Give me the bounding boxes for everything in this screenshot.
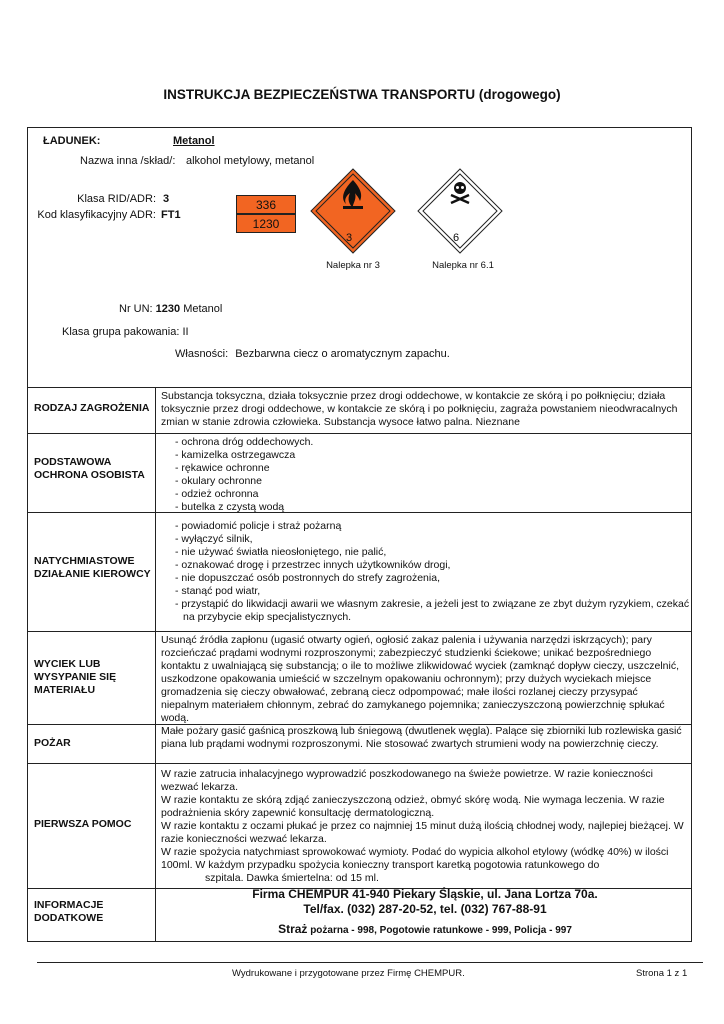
first-aid-paragraph: W razie kontaktu ze skórą zdjąć zanieczyszczoną odzież, obmyć skórę wodą. Nie wymaga leczenia. W razie podrażnienia skóry zapewnić konsultację dermatologiczną.	[161, 794, 665, 819]
packing-label: Klasa grupa pakowania:	[62, 326, 180, 338]
info-label: INFORMACJE DODATKOWE	[34, 899, 104, 924]
class-label: Klasa RID/ADR:	[77, 193, 156, 205]
first-aid-paragraph: W razie zatrucia inhalacyjnego wyprowadzić poszkodowanego na świeże powietrze. W razie konieczności wezwać lekarza.	[161, 768, 653, 793]
placard-hazard-number: 336	[236, 195, 296, 214]
code-label: Kod klasyfikacyjny ADR:	[37, 209, 156, 221]
un-name: Metanol	[183, 303, 223, 315]
toxic-hazard-label	[417, 168, 503, 254]
footer-printed-by: Wydrukowane i przygotowane przez Firmę CHEMPUR.	[232, 968, 465, 979]
first-aid-label: PIERWSZA POMOC	[34, 818, 132, 830]
table-divider	[27, 763, 692, 764]
first-aid-paragraph: szpitala. Dawka śmiertelna: od 15 ml.	[205, 872, 379, 884]
list-item: - butelka z czystą wodą	[175, 501, 285, 513]
list-item: - rękawice ochronne	[175, 462, 270, 474]
placard-un-number: 1230	[236, 214, 296, 233]
footer-divider	[37, 962, 703, 963]
list-item: - kamizelka ostrzegawcza	[175, 449, 296, 461]
properties-line	[175, 348, 450, 360]
packing-value: II	[182, 326, 189, 338]
emergency-numbers	[160, 923, 690, 937]
driver-label: NATYCHMIASTOWE DZIAŁANIE KIEROWCY	[34, 555, 151, 580]
label-3-number: 3	[346, 232, 353, 244]
fire-text: Małe pożary gasić gaśnicą proszkową lub śniegową (dwutlenek węgla). Palące się zbiorniki lub rozlewiska gasić piana lub prądami wodnymi rozproszonymi. Nie stosować zwartych strumieni wody na powierzchnię cieczy.	[161, 725, 682, 750]
flammable-diamond-icon	[310, 168, 396, 254]
spill-label: WYCIEK LUB WYSYPANIE SIĘ MATERIAŁU	[34, 658, 117, 696]
first-aid-paragraph: W razie spożycia natychmiast sprowokować wymioty. Podać do wypicia alkohol etylowy (wódkę 40%) w ilości 100ml. W każdym przypadku spożycia konieczny transport karetką pogotowia ratunkowego do	[161, 846, 669, 871]
ppe-list	[171, 436, 696, 514]
cargo-label: ŁADUNEK:	[43, 135, 101, 147]
table-divider	[27, 387, 692, 388]
emergency-lead: Straż	[278, 922, 308, 936]
hazard-text: Substancja toksyczna, działa toksycznie przez drogi oddechowe, w kontakcie ze skórą i po połknięciu; działa toksycznie przez drogi oddechowe, w kontakcie ze skórą i po połknięciu, zagraża powstaniem nieodwracalnych zmian w stanie zdrowia człowieka. Substancja wysoce łatwo palna. Nieznane	[161, 390, 678, 428]
driver-list	[171, 520, 691, 624]
code-value: FT1	[161, 209, 181, 221]
list-item: - okulary ochronne	[175, 475, 262, 487]
fire-label: POŻAR	[34, 737, 71, 749]
list-item: - przystąpić do likwidacji awarii we własnym zakresie, a jeżeli jest to związane ze zbyt dużym ryzykiem, czekać na przybycie ekip specjalistycznych.	[175, 598, 690, 623]
list-item: - oznakować drogę i przestrzec innych użytkowników drogi,	[175, 559, 451, 571]
other-name-value: alkohol metylowy, metanol	[186, 155, 315, 167]
label-6-number: 6	[453, 232, 460, 244]
first-aid-text	[161, 768, 686, 885]
list-item: - ochrona dróg oddechowych.	[175, 436, 314, 448]
spill-text: Usunąć źródła zapłonu (ugasić otwarty ogień, ogłosić zakaz palenia i używania narzędzi iskrzących); pary rozcieńczać prądami wodnymi rozproszonymi; zabezpieczyć studzienki ściekowe; unikać bezpośredniego kontaktu z uwalniającą się substancją; o ile to możliwe zlikwidować wyciek (zamknąć dopływ cieczy, uszczelnić, uszkodzone opakowania umieścić w szczelnym opakowaniu ochronnym); przy dużych wyciekach miejsce gromadzenia się cieczy obwałować, zebraną ciecz odpompować; małe ilości rozlanej cieczy przysypać niepalnym materiałem chłonnym, zebrać do zamykanego pojemnika; zanieczyszczoną powierzchnię spłukać wodą.	[161, 634, 680, 724]
un-line	[119, 303, 222, 315]
ppe-label: PODSTAWOWA OCHRONA OSOBISTA	[34, 456, 145, 481]
label-3-caption: Nalepka nr 3	[326, 260, 380, 271]
table-divider	[27, 631, 692, 632]
flammable-hazard-label	[310, 168, 396, 254]
list-item: - odzież ochronna	[175, 488, 259, 500]
list-item: - nie dopuszczać osób postronnych do strefy zagrożenia,	[175, 572, 440, 584]
packing-line	[62, 326, 189, 338]
table-column-divider	[155, 387, 156, 941]
other-name-label: Nazwa inna /skład/:	[80, 155, 176, 167]
un-number: 1230	[155, 303, 181, 315]
label-6-caption: Nalepka nr 6.1	[432, 260, 494, 271]
list-item: - stanąć pod wiatr,	[175, 585, 261, 597]
company-phones: Tel/fax. (032) 287-20-52, tel. (032) 767-88-91	[303, 902, 547, 916]
first-aid-paragraph: W razie kontaktu z oczami płukać je przez co najmniej 15 minut dużą ilością chłodnej wody, najlepiej bieżącej. W razie konieczności wezwać lekarza.	[161, 820, 684, 845]
table-divider	[27, 433, 692, 434]
cargo-value: Metanol	[173, 135, 215, 147]
class-value: 3	[163, 193, 170, 205]
properties-label: Własności:	[175, 348, 229, 360]
page-title: INSTRUKCJA BEZPIECZEŃSTWA TRANSPORTU (drogowego)	[163, 87, 561, 102]
hazard-label: RODZAJ ZAGROŻENIA	[34, 402, 150, 414]
list-item: - nie używać światła nieosłoniętego, nie palić,	[175, 546, 387, 558]
list-item: - powiadomić policje i straż pożarną	[175, 520, 342, 532]
emergency-rest: pożarna - 998, Pogotowie ratunkowe - 999, Policja - 997	[310, 925, 572, 936]
list-item: - wyłączyć silnik,	[175, 533, 253, 545]
skull-crossbones-diamond-icon	[417, 168, 503, 254]
company-address: Firma CHEMPUR 41-940 Piekary Śląskie, ul. Jana Lortza 70a.	[252, 887, 598, 901]
properties-value: Bezbarwna ciecz o aromatycznym zapachu.	[235, 348, 450, 360]
footer-page-number: Strona 1 z 1	[636, 968, 688, 979]
un-label: Nr UN:	[119, 303, 153, 315]
